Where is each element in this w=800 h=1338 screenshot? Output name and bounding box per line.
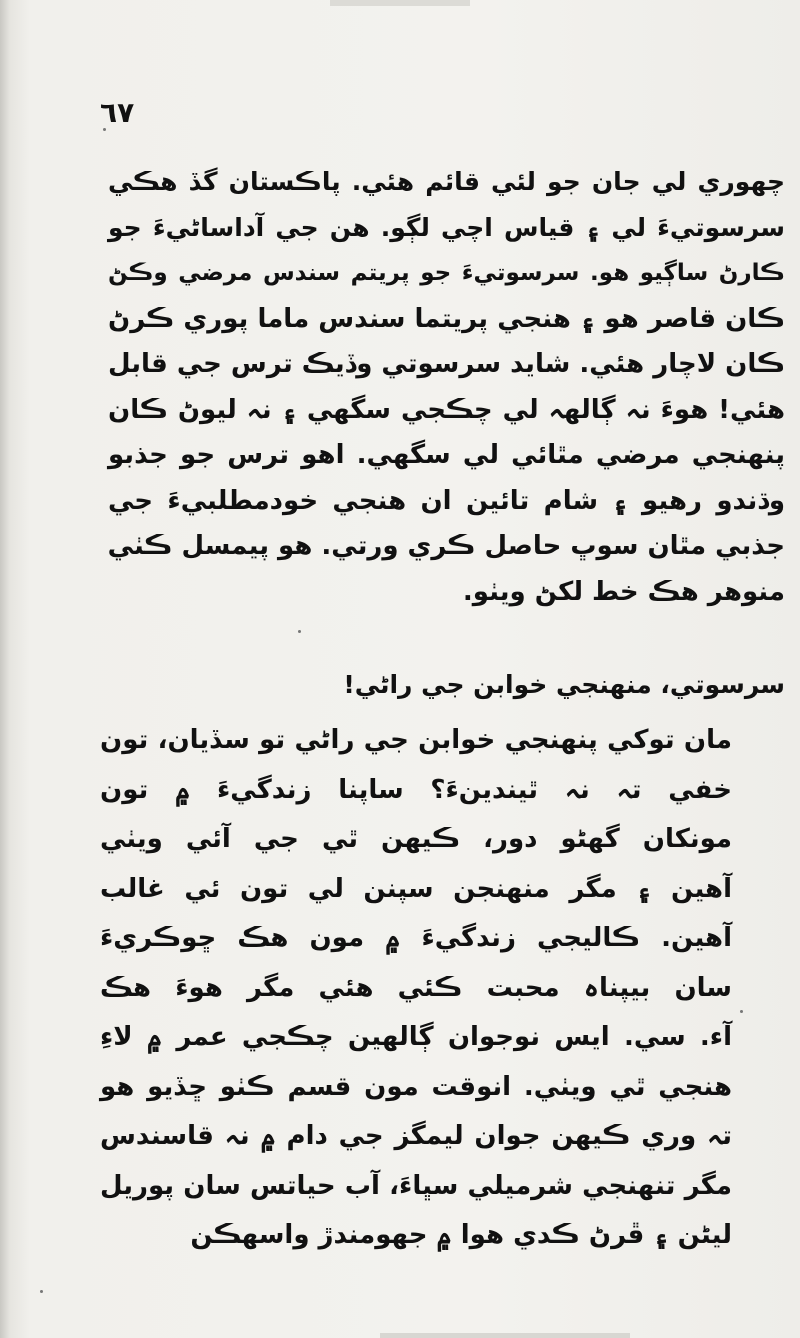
text-line: منوھر ھڪ خط لکڻ ويٺو. — [462, 576, 785, 607]
text-line: ليڻن ۽ ڦرڻ ڪدي ھوا ۾ جھومندڙ واسھڪن — [190, 1220, 732, 1250]
speck — [298, 630, 301, 633]
text-line: پنھنجي مرضي مٿائي لي سگھي. اھو ترس جو جذبو — [108, 440, 785, 470]
speck — [740, 1010, 743, 1013]
text-line: ھئي! ھوءَ نہ ڳالھہ لي چڪجي سگھي ۽ نہ ليوڻ ڪان — [108, 394, 785, 425]
letter-heading: سرسوتي، منھنجي خوابن جي راڻي! — [343, 670, 785, 699]
text-line: مگر تنھنجي شرميلي سڀاءَ، آب حياتس سان پوريل — [100, 1170, 732, 1201]
text-line: ھنجي ٿي ويٺي. انوقت مون قسم ڪٺو ڇڏيو ھو — [100, 1071, 732, 1102]
text-line: خفي تہ نہ ٿيندينءَ؟ ساپنا زندگيءَ ۾ تون — [100, 774, 732, 805]
text-line: چھوري لي جان جو لئي قائم ھئي. پاڪستان گڏ ھڪي — [108, 167, 785, 196]
scan-edge-mark — [330, 0, 470, 6]
text-line: آھين ۽ مگر منھنجن سپنن لي تون ئي غالب — [100, 873, 732, 904]
text-line: مونکان گھڻو دور، ڪيھن ٿي جي آئي ويٺي — [100, 824, 732, 854]
scan-edge-mark — [380, 1333, 630, 1338]
text-line: وڌندو رھيو ۽ شام تائين ان ھنجي خودمطلبيءَ جي — [108, 485, 785, 516]
text-line: تہ وري ڪيھن جوان ليمگز جي دام ۾ نہ قاسندس — [100, 1121, 732, 1151]
speck — [40, 1290, 43, 1293]
text-line: مان توکي پنھنجي خوابن جي راڻي تو سڏيان، تون — [100, 725, 732, 755]
text-line: آء. سي. ايس نوجوان ڳالھين چڪجي عمر ۾ لاءِ — [100, 1022, 732, 1052]
text-line: جذبي مٿان سوڀ حاصل ڪري ورتي. ھو پيمسل ڪٺي — [107, 531, 785, 561]
page-number: ٦٧ — [100, 96, 135, 129]
text-line: سان بيپناہ محبت ڪئي ھئي مگر ھوءَ ھڪ — [100, 972, 732, 1003]
text-line: ڪان قاصر ھو ۽ ھنجي پريتما سندس ماما پوري ڪرڻ — [108, 303, 785, 334]
text-line: آھين. ڪاليجي زندگيءَ ۾ مون ھڪ ڇوڪريءَ — [100, 923, 732, 953]
text-line: سرسوتيءَ لي ۽ قياس اچي لڳو. ھن جي آداساڻيءَ جو — [108, 212, 785, 242]
text-line: ڪارڻ ساڳيو ھو. سرسوتيءَ جو پريتم سندس مرضي وڪڻ — [108, 260, 785, 286]
text-line: ڪان لاچار ھئي. شايد سرسوتي وڏيڪ ترس جي قابل — [108, 349, 785, 379]
